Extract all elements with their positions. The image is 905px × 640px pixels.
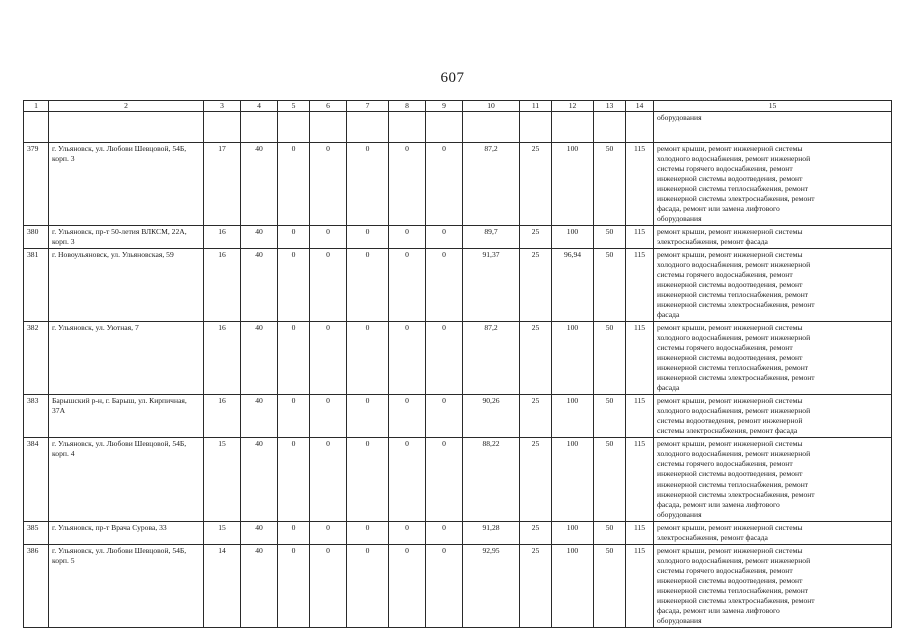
table-row (24, 521, 892, 544)
table-row (24, 143, 892, 226)
value-cell-14: 115 (626, 226, 654, 249)
column-header-5: 5 (278, 101, 310, 112)
page-number: 607 (440, 70, 465, 86)
value-cell-9: 0 (426, 544, 463, 627)
value-cell-4: 40 (241, 322, 278, 395)
value-cell-6: 0 (310, 395, 347, 438)
value-cell-10: 91,28 (463, 521, 520, 544)
column-header-11: 11 (520, 101, 552, 112)
address-cell: г. Ульяновск, ул. Любови Шевцовой, 54Б, корп. 4 (49, 438, 204, 521)
value-cell-4: 40 (241, 143, 278, 226)
value-cell-8: 0 (389, 249, 426, 322)
value-cell-6: 0 (310, 438, 347, 521)
column-header-15: 15 (654, 101, 892, 112)
value-cell-13: 50 (594, 395, 626, 438)
row-number: 384 (24, 438, 49, 521)
value-cell-7: 0 (347, 521, 389, 544)
column-header-9: 9 (426, 101, 463, 112)
works-cell: ремонт крыши, ремонт инженерной системы холодного водоснабжения, ремонт инженерной системы горячего водоснабжения, ремонт инженерной системы водоотведения, ремонт инженерной системы теплоснабжения, ремонт инженерной системы электроснабжения, ремонт фасада, ремонт или замена лифтового оборудования (654, 438, 892, 521)
value-cell-13: 50 (594, 226, 626, 249)
value-cell-7: 0 (347, 322, 389, 395)
value-cell-8: 0 (389, 143, 426, 226)
value-cell-11: 25 (520, 395, 552, 438)
value-cell-3: 16 (204, 226, 241, 249)
value-cell-10: 90,26 (463, 395, 520, 438)
address-cell: г. Ульяновск, ул. Уютная, 7 (49, 322, 204, 395)
value-cell-10: 88,22 (463, 438, 520, 521)
value-cell-11: 25 (520, 226, 552, 249)
column-header-3: 3 (204, 101, 241, 112)
value-cell-5: 0 (278, 438, 310, 521)
value-cell-13: 50 (594, 438, 626, 521)
value-cell-3: 15 (204, 438, 241, 521)
value-cell-6: 0 (310, 322, 347, 395)
value-cell-5: 0 (278, 249, 310, 322)
value-cell-3: 16 (204, 322, 241, 395)
column-header-12: 12 (552, 101, 594, 112)
column-header-10: 10 (463, 101, 520, 112)
value-cell-4: 40 (241, 226, 278, 249)
value-cell-11: 25 (520, 544, 552, 627)
value-cell-11: 25 (520, 438, 552, 521)
works-cell: ремонт крыши, ремонт инженерной системы холодного водоснабжения, ремонт инженерной системы водоотведения, ремонт инженерной системы электроснабжения, ремонт фасада (654, 395, 892, 438)
value-cell-9: 0 (426, 226, 463, 249)
value-cell-12: 100 (552, 226, 594, 249)
value-cell-8: 0 (389, 521, 426, 544)
value-cell-7: 0 (347, 544, 389, 627)
column-header-1: 1 (24, 101, 49, 112)
works-cell: ремонт крыши, ремонт инженерной системы электроснабжения, ремонт фасада (654, 521, 892, 544)
value-cell-5: 0 (278, 395, 310, 438)
value-cell-3: 17 (204, 143, 241, 226)
value-cell-9: 0 (426, 322, 463, 395)
row-number: 380 (24, 226, 49, 249)
table-row (24, 249, 892, 322)
value-cell-9: 0 (426, 438, 463, 521)
value-cell-6: 0 (310, 521, 347, 544)
value-cell-4: 40 (241, 249, 278, 322)
value-cell-14: 115 (626, 438, 654, 521)
value-cell-10: 91,37 (463, 249, 520, 322)
address-cell: г. Ульяновск, пр-т Врача Сурова, 33 (49, 521, 204, 544)
value-cell-8: 0 (389, 322, 426, 395)
value-cell-4: 40 (241, 544, 278, 627)
table-body (24, 112, 892, 628)
value-cell-11: 25 (520, 521, 552, 544)
table-row (24, 322, 892, 395)
value-cell-13: 50 (594, 521, 626, 544)
value-cell-6: 0 (310, 226, 347, 249)
column-header-8: 8 (389, 101, 426, 112)
value-cell-12: 100 (552, 143, 594, 226)
value-cell-14: 115 (626, 249, 654, 322)
value-cell-8: 0 (389, 544, 426, 627)
header-row (24, 101, 892, 112)
address-cell: г. Ульяновск, пр-т 50-летия ВЛКСМ, 22А, корп. 3 (49, 226, 204, 249)
address-cell: г. Ульяновск, ул. Любови Шевцовой, 54Б, корп. 5 (49, 544, 204, 627)
row-number: 382 (24, 322, 49, 395)
table-row (24, 395, 892, 438)
value-cell-11: 25 (520, 322, 552, 395)
row-number: 386 (24, 544, 49, 627)
continuation-text: оборудования (654, 112, 892, 143)
value-cell-3: 15 (204, 521, 241, 544)
value-cell-10: 87,2 (463, 143, 520, 226)
column-header-2: 2 (49, 101, 204, 112)
value-cell-8: 0 (389, 226, 426, 249)
value-cell-12: 100 (552, 322, 594, 395)
address-cell: г. Новоульяновск, ул. Ульяновская, 59 (49, 249, 204, 322)
column-header-7: 7 (347, 101, 389, 112)
value-cell-13: 50 (594, 249, 626, 322)
value-cell-14: 115 (626, 143, 654, 226)
value-cell-9: 0 (426, 143, 463, 226)
value-cell-5: 0 (278, 226, 310, 249)
value-cell-3: 16 (204, 249, 241, 322)
column-header-4: 4 (241, 101, 278, 112)
value-cell-14: 115 (626, 521, 654, 544)
address-cell: Барышский р-н, г. Барыш, ул. Кирпичная, 37А (49, 395, 204, 438)
value-cell-10: 92,95 (463, 544, 520, 627)
value-cell-4: 40 (241, 521, 278, 544)
value-cell-5: 0 (278, 521, 310, 544)
value-cell-8: 0 (389, 395, 426, 438)
value-cell-6: 0 (310, 249, 347, 322)
value-cell-13: 50 (594, 544, 626, 627)
continuation-row (24, 112, 892, 143)
value-cell-5: 0 (278, 322, 310, 395)
value-cell-5: 0 (278, 143, 310, 226)
column-header-14: 14 (626, 101, 654, 112)
value-cell-3: 14 (204, 544, 241, 627)
works-cell: ремонт крыши, ремонт инженерной системы холодного водоснабжения, ремонт инженерной системы горячего водоснабжения, ремонт инженерной системы водоотведения, ремонт инженерной системы теплоснабжения, ремонт инженерной системы электроснабжения, ремонт фасада (654, 322, 892, 395)
value-cell-14: 115 (626, 544, 654, 627)
value-cell-12: 100 (552, 395, 594, 438)
value-cell-10: 89,7 (463, 226, 520, 249)
column-header-6: 6 (310, 101, 347, 112)
row-number: 385 (24, 521, 49, 544)
value-cell-12: 96,94 (552, 249, 594, 322)
table-row (24, 438, 892, 521)
works-cell: ремонт крыши, ремонт инженерной системы электроснабжения, ремонт фасада (654, 226, 892, 249)
value-cell-7: 0 (347, 438, 389, 521)
registry-table (23, 100, 892, 628)
value-cell-14: 115 (626, 395, 654, 438)
value-cell-6: 0 (310, 143, 347, 226)
value-cell-4: 40 (241, 438, 278, 521)
table-row (24, 226, 892, 249)
value-cell-7: 0 (347, 249, 389, 322)
value-cell-13: 50 (594, 143, 626, 226)
value-cell-7: 0 (347, 395, 389, 438)
value-cell-3: 16 (204, 395, 241, 438)
value-cell-12: 100 (552, 544, 594, 627)
value-cell-9: 0 (426, 521, 463, 544)
row-number: 383 (24, 395, 49, 438)
works-cell: ремонт крыши, ремонт инженерной системы холодного водоснабжения, ремонт инженерной системы горячего водоснабжения, ремонт инженерной системы водоотведения, ремонт инженерной системы теплоснабжения, ремонт инженерной системы электроснабжения, ремонт фасада, ремонт или замена лифтового оборудования (654, 544, 892, 627)
value-cell-11: 25 (520, 249, 552, 322)
row-number: 381 (24, 249, 49, 322)
value-cell-11: 25 (520, 143, 552, 226)
table-row (24, 544, 892, 627)
works-cell: ремонт крыши, ремонт инженерной системы холодного водоснабжения, ремонт инженерной системы горячего водоснабжения, ремонт инженерной системы водоотведения, ремонт инженерной системы теплоснабжения, ремонт инженерной системы электроснабжения, ремонт фасада, ремонт или замена лифтового оборудования (654, 143, 892, 226)
value-cell-9: 0 (426, 395, 463, 438)
value-cell-14: 115 (626, 322, 654, 395)
value-cell-12: 100 (552, 438, 594, 521)
column-header-13: 13 (594, 101, 626, 112)
value-cell-6: 0 (310, 544, 347, 627)
value-cell-4: 40 (241, 395, 278, 438)
works-cell: ремонт крыши, ремонт инженерной системы холодного водоснабжения, ремонт инженерной системы горячего водоснабжения, ремонт инженерной системы водоотведения, ремонт инженерной системы теплоснабжения, ремонт инженерной системы электроснабжения, ремонт фасада (654, 249, 892, 322)
value-cell-7: 0 (347, 226, 389, 249)
value-cell-10: 87,2 (463, 322, 520, 395)
address-cell: г. Ульяновск, ул. Любови Шевцовой, 54Б, корп. 3 (49, 143, 204, 226)
value-cell-9: 0 (426, 249, 463, 322)
value-cell-8: 0 (389, 438, 426, 521)
row-number: 379 (24, 143, 49, 226)
value-cell-7: 0 (347, 143, 389, 226)
value-cell-13: 50 (594, 322, 626, 395)
value-cell-12: 100 (552, 521, 594, 544)
value-cell-5: 0 (278, 544, 310, 627)
